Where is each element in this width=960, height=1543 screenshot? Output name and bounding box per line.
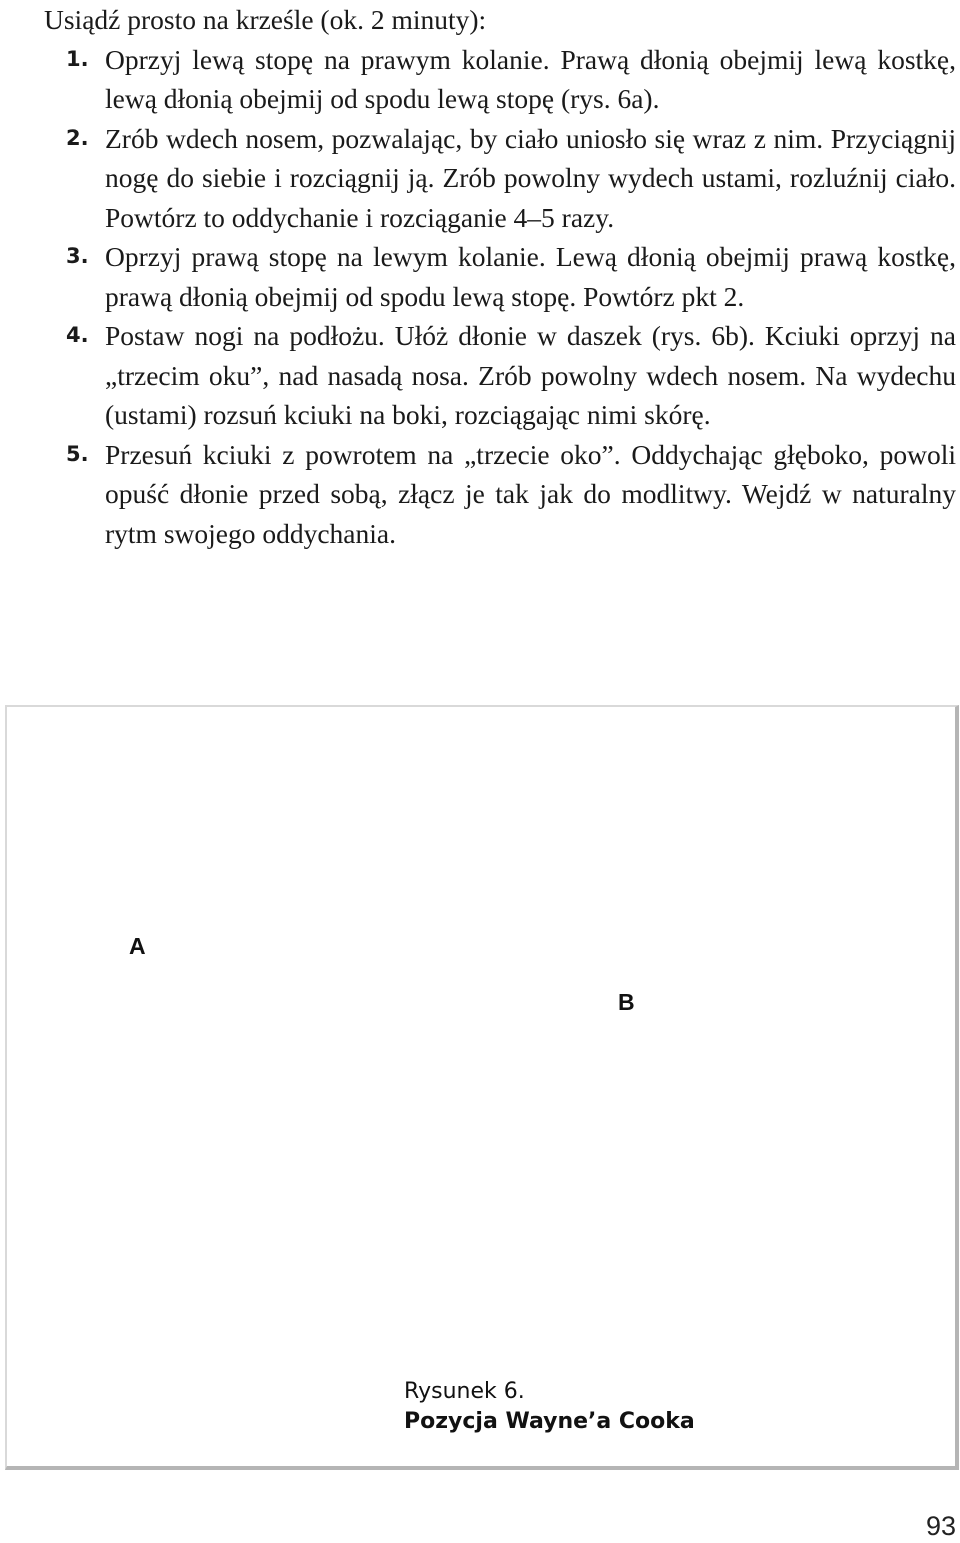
- step-text: Oprzyj lewą stopę na prawym kolanie. Prawą dłonią obejmij lewą kostkę, lewą dłonią obejmij od spodu lewą stopę (rys. 6a).: [105, 43, 956, 114]
- figure-frame: [5, 705, 959, 1470]
- step-number: 3.: [66, 244, 89, 268]
- caption-number: Rysunek 6.: [404, 1379, 525, 1404]
- figure-label-a: A: [129, 933, 146, 959]
- step-item: [44, 435, 956, 554]
- step-item: [44, 237, 956, 316]
- step-text: Przesuń kciuki z powrotem na „trzecie oko”. Oddychając głęboko, powoli opuść dłonie przed sobą, złącz je tak jak do modlitwy. Wejdź w naturalny rytm swojego oddychania.: [105, 438, 956, 549]
- figure-label-b: B: [618, 989, 635, 1015]
- step-item: [44, 316, 956, 435]
- step-item: [44, 40, 956, 119]
- step-text: Oprzyj prawą stopę na lewym kolanie. Lewą dłonią obejmij prawą kostkę, prawą dłonią obejmij od spodu lewą stopę. Powtórz pkt 2.: [105, 241, 956, 312]
- step-text: Postaw nogi na podłożu. Ułóż dłonie w daszek (rys. 6b). Kciuki oprzyj na „trzecim oku”, nad nasadą nosa. Zrób powolny wdech nosem. Na wydechu (ustami) rozsuń kciuki na boki, rozciągając nimi skórę.: [105, 320, 956, 430]
- page-number: 93: [925, 1511, 956, 1541]
- step-number: 5.: [66, 441, 89, 466]
- step-number: 2.: [66, 125, 89, 150]
- step-number: 1.: [66, 46, 89, 71]
- caption-title: Pozycja Wayne’a Cooka: [404, 1409, 695, 1434]
- figure-caption: [404, 1377, 695, 1437]
- exercise-text: [44, 0, 956, 553]
- step-item: [44, 119, 956, 238]
- step-text: Zrób wdech nosem, pozwalając, by ciało uniosło się wraz z nim. Przyciągnij nogę do siebie i rozciągnij ją. Zrób powolny wydech ustami, rozluźnij ciało. Powtórz to oddychanie i rozciąganie 4–5 razy.: [105, 122, 956, 233]
- intro-line: Usiądź prosto na krześle (ok. 2 minuty):: [44, 4, 487, 35]
- step-number: 4.: [66, 323, 89, 347]
- steps-list: [44, 40, 956, 554]
